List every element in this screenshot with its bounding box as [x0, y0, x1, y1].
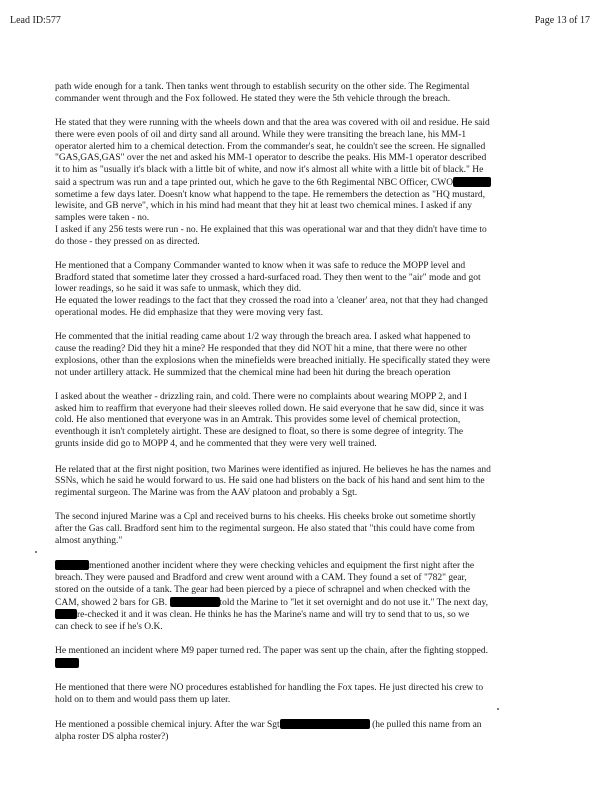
text-line: alpha roster DS alpha roster?): [55, 732, 169, 743]
page-number: Page 13 of 17: [534, 15, 590, 26]
redaction-bar: [55, 658, 79, 668]
text-line: lewisite, and GB nerve", which in his mind had meant that they hit at least two chemical mines. I asked if any: [55, 201, 473, 212]
text-line: samples were taken - no.: [55, 213, 150, 224]
text-line: mentioned another incident where they were checking vehicles and equipment the first night after the: [55, 560, 575, 573]
text-line: there were even pools of oil and dirty sand all around. While they were transiting the breach lane, his MM-1: [55, 129, 467, 140]
text-line: sometime a few days later. Doesn't know what happend to the tape. He remembers the detection as "HQ mustard,: [55, 189, 486, 200]
text-line: hold on to them and would pass them up later.: [55, 695, 231, 706]
text-line: He equated the lower readings to the fact that they crossed the road into a 'cleaner' area, not that they had changed: [55, 296, 488, 307]
text-line: re-checked it and it was clean. He thinks he has the Marine's name and will try to send that to us, so we: [55, 609, 575, 622]
paragraph: [55, 719, 575, 744]
paragraph: [55, 646, 575, 671]
scan-speck: [497, 708, 499, 710]
text-line: CAM, showed 2 bars for GB. told the Marine to "let it set overnight and do not use it." The next day,: [55, 597, 488, 608]
paragraph: [55, 261, 575, 320]
text-line: SSNs, which he said he would forward to us. He said one had blisters on the back of his hand and sent him to the: [55, 476, 485, 487]
text-line: He related that at the first night position, two Marines were identified as injured. He believes he has the names and: [55, 464, 491, 475]
redaction-bar: [55, 609, 77, 619]
text-line: He stated that they were running with the wheels down and that the area was covered with oil and residue. He said: [55, 118, 490, 129]
text-line: explosions, other than the explosions when the minefields were breached initially. He specifically stated they were: [55, 355, 490, 366]
text-line: grunts inside did go to MOPP 4, and he commented that they were very well trained.: [55, 438, 377, 449]
text-line: do those - they pressed on as directed.: [55, 236, 200, 247]
paragraph: [55, 465, 575, 500]
text-line: path wide enough for a tank. Then tanks went through to establish security on the other side. The Regimental: [55, 82, 470, 92]
text-line: operator alerted him to a chemical detection. From the commander's seat, he couldn't see the screen. He signalled: [55, 141, 486, 152]
text-line: can check to see if he's O.K.: [55, 622, 163, 633]
text-line: I asked about the weather - drizzling rain, and cold. There were no complaints about wearing MOPP 2, and I: [55, 391, 468, 402]
text-line: cause the reading? Did they hit a mine? He responded that they did NOT hit a mine, that there were no other: [55, 344, 467, 355]
text-line: regimental surgeon. The Marine was from the AAV platoon and probably a Sgt.: [55, 488, 358, 499]
scan-speck: [35, 551, 37, 553]
paragraph: [55, 683, 575, 707]
text-line: almost anything.": [55, 536, 123, 546]
redaction-bar: [453, 177, 491, 187]
text-line: commander went through and the Fox followed. He stated they were the 5th vehicle through the breach.: [55, 93, 451, 104]
text-line: operational modes. He did emphasize that they were moving very fast.: [55, 308, 324, 319]
redaction-bar: [170, 597, 220, 607]
document-body: [55, 82, 575, 756]
text-line: not under artillery attack. He summized that the chemical mine had been hit during the breach operation: [55, 367, 451, 378]
redaction-bar: [55, 560, 89, 570]
paragraph: [55, 332, 575, 379]
paragraph: [55, 392, 575, 451]
lead-id: Lead ID:577: [10, 15, 61, 26]
text-line: "GAS,GAS,GAS" over the net and asked his MM-1 operator to describe the peaks. His MM-1 operator described: [55, 153, 487, 164]
text-line: cold. He also mentioned that everyone was in an Amtrak. This provides some level of chemical protection,: [55, 415, 461, 426]
text-line: breach. They were paused and Bradford and crew went around with a CAM. They found a set of "782" gear,: [55, 573, 467, 584]
paragraph: [55, 512, 575, 547]
text-line: The second injured Marine was a Cpl and received burns to his cheeks. His cheeks broke out sometime shortly: [55, 512, 476, 523]
paragraph: [55, 560, 575, 634]
redaction-bar: [280, 719, 370, 729]
text-line: Bradford stated that sometime later they crossed a hard-surfaced road. They then went to the "air" mode and got: [55, 272, 481, 283]
paragraph: [55, 118, 575, 248]
text-line: stored on the outside of a tank. The gear had been pierced by a piece of schrapnel and when checked with the: [55, 584, 471, 595]
text-line: He mentioned a possible chemical injury. After the war Sgt (he pulled this name from an: [55, 720, 482, 731]
text-line: eventhough it isn't completely airtight. These are designed to float, so there is some degree of integrity. The: [55, 427, 464, 438]
text-line: He mentioned that a Company Commander wanted to know when it was safe to reduce the MOPP level and: [55, 260, 466, 271]
text-line: He mentioned an incident where M9 paper turned red. The paper was sent up the chain, after the fighting stopped.: [55, 646, 488, 657]
text-line: said a spectrum was run and a tape printed out, which he gave to the 6th Regimental NBC Officer, CWO: [55, 177, 575, 190]
text-line: He commented that the initial reading came about 1/2 way through the breach area. I asked what happened to: [55, 332, 471, 343]
text-line: I asked if any 256 tests were run - no. He explained that this was operational war and that they didn't have time to: [55, 224, 487, 235]
text-line: after the Gas call. Bradford sent him to the regimental surgeon. He also stated that "this could have come from: [55, 524, 475, 535]
text-line: lower readings, so he said it was safe to unmask, which they did.: [55, 284, 302, 295]
paragraph: [55, 82, 575, 106]
text-line: [55, 658, 575, 671]
text-line: He mentioned that there were NO procedures established for handling the Fox tapes. He just directed his crew to: [55, 683, 484, 694]
text-line: it to him as "usually it's black with a little bit of white, and now it's almost all white with a little bit of black." He: [55, 165, 484, 176]
text-line: asked him to reaffirm that everyone had their sleeves rolled down. He said everyone that he saw did, since it was: [55, 403, 484, 414]
